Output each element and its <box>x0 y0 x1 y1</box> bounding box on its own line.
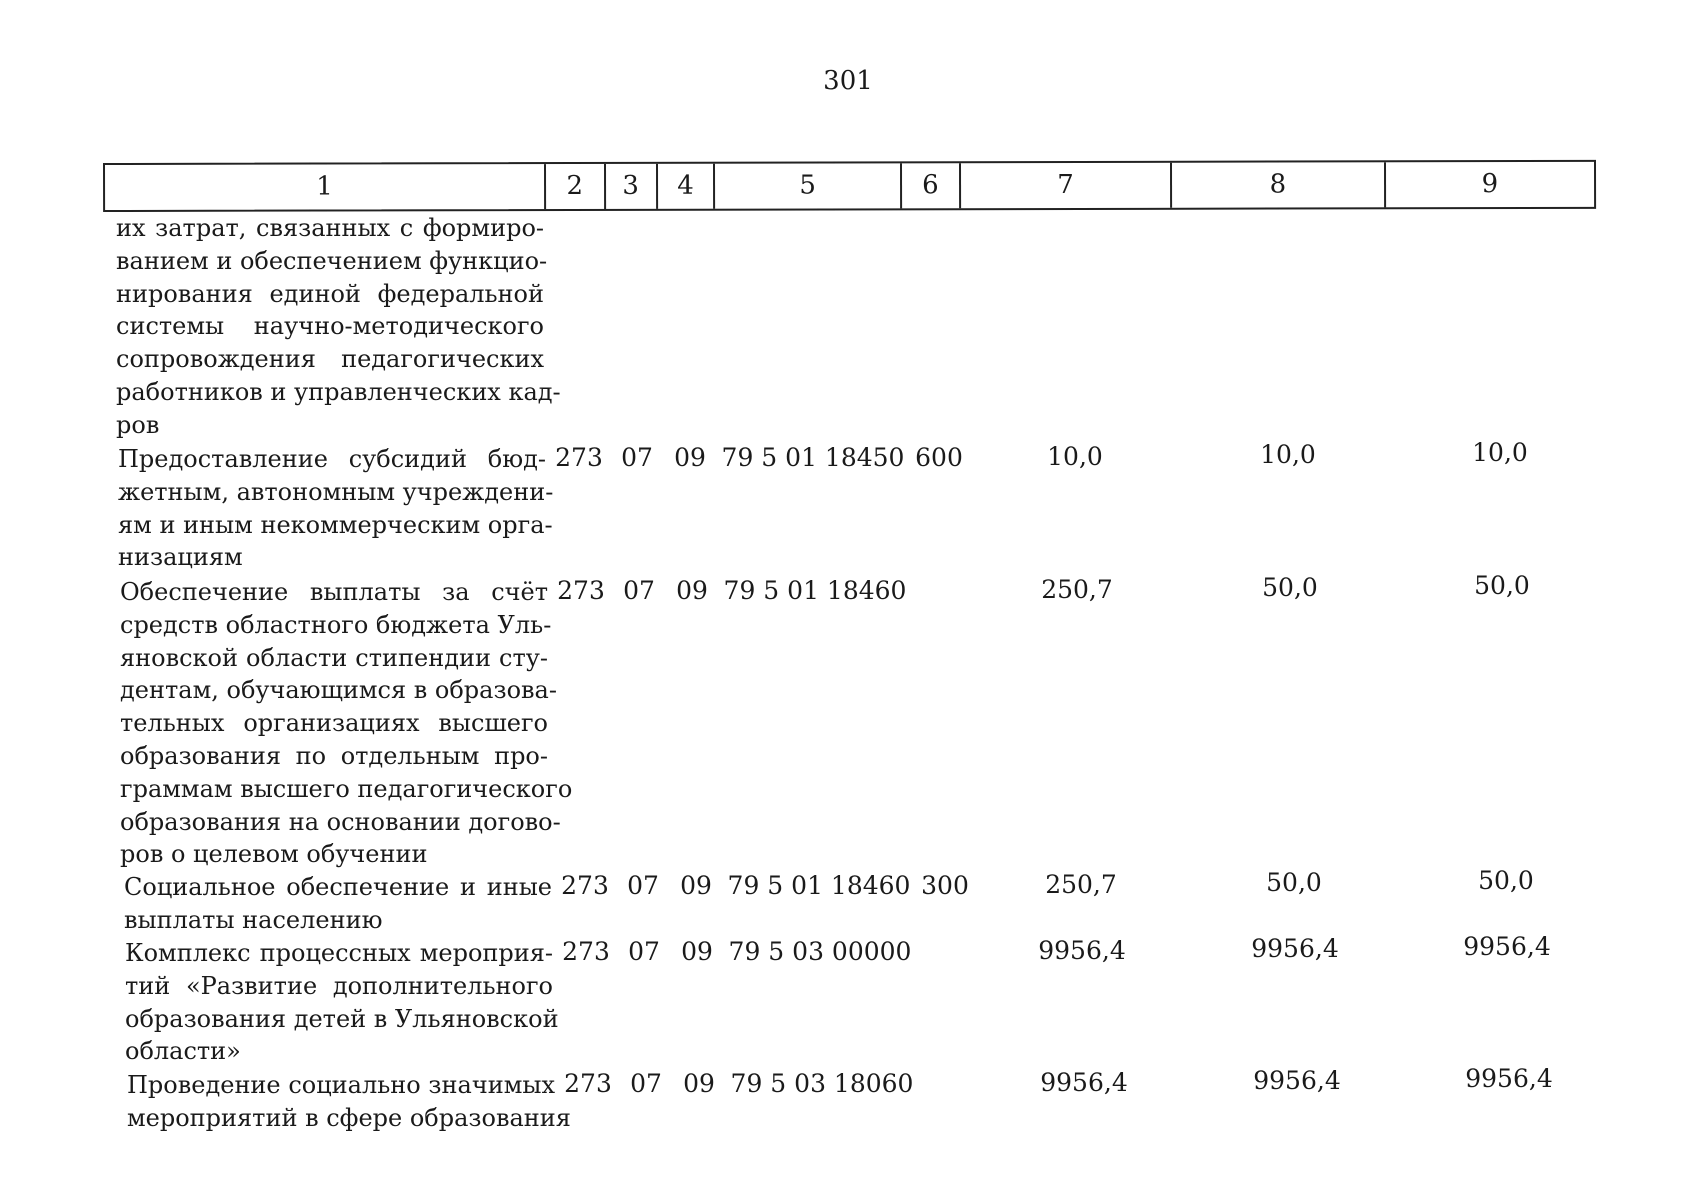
header-col-1: 1 <box>105 164 546 210</box>
admin-code: 273 <box>555 443 603 472</box>
amount-col-9: 50,0 <box>1474 571 1530 600</box>
section-code: 07 <box>628 937 660 966</box>
subsection-code: 09 <box>681 937 713 966</box>
description-line: ров <box>116 410 160 439</box>
description-line: сопровождения педагогических <box>116 345 544 374</box>
target-code: 79 5 03 00000 <box>728 937 912 966</box>
amount-col-7: 250,7 <box>1041 575 1113 604</box>
description-line: яновской области стипендии сту- <box>120 643 548 672</box>
section-code: 07 <box>627 871 659 900</box>
target-code: 79 5 03 18060 <box>730 1069 914 1098</box>
admin-code: 273 <box>561 871 609 900</box>
description-line: низациям <box>118 543 243 572</box>
description-line: нирования единой федеральной <box>116 279 544 308</box>
amount-col-9: 9956,4 <box>1465 1064 1553 1093</box>
admin-code: 273 <box>564 1069 612 1098</box>
subsection-code: 09 <box>676 576 708 605</box>
header-col-9: 9 <box>1481 169 1499 200</box>
description-line: дентам, обучающимся в образова- <box>120 676 557 705</box>
description-line: области» <box>125 1037 241 1066</box>
target-code: 79 5 01 18450 <box>721 443 905 472</box>
header-col-6: 6 <box>902 163 961 208</box>
row-description <box>118 443 554 574</box>
section-code: 07 <box>630 1069 662 1098</box>
section-code: 07 <box>621 443 653 472</box>
row-description <box>120 576 573 871</box>
amount-col-7: 9956,4 <box>1038 936 1126 965</box>
expense-type: 600 <box>915 443 963 472</box>
description-line: их затрат, связанных с формиро- <box>116 214 544 242</box>
page-number: 301 <box>823 66 873 96</box>
amount-col-9: 50,0 <box>1478 866 1534 895</box>
description-line: образования на основании догово- <box>120 807 561 836</box>
header-col-8: 8 <box>1172 162 1386 207</box>
amount-col-8: 9956,4 <box>1251 934 1339 963</box>
description-line: жетным, автономным учреждени- <box>118 477 554 506</box>
description-line: выплаты населению <box>124 905 383 934</box>
description-line: Комплекс процессных мероприя- <box>125 939 553 967</box>
description-line: ванием и обеспечением функцио- <box>116 246 548 275</box>
target-code: 79 5 01 18460 <box>727 871 911 900</box>
description-line: системы научно-методического <box>116 312 544 341</box>
amount-col-8: 10,0 <box>1260 440 1316 469</box>
subsection-code: 09 <box>674 443 706 472</box>
amount-col-8: 50,0 <box>1266 868 1322 897</box>
description-line: образования детей в Ульяновской <box>125 1004 559 1033</box>
description-line: ров о целевом обучении <box>120 840 428 869</box>
header-col-2: 2 <box>546 164 606 209</box>
amount-col-7: 10,0 <box>1047 442 1103 471</box>
description-line: тельных организациях высшего <box>120 709 548 738</box>
description-line: Социальное обеспечение и иные <box>124 873 552 901</box>
description-line: образования по отдельным про- <box>120 741 548 770</box>
subsection-code: 09 <box>683 1069 715 1098</box>
amount-col-9: 10,0 <box>1472 438 1528 467</box>
description-line: Обеспечение выплаты за счёт <box>120 578 548 606</box>
header-col-7: 7 <box>961 163 1173 208</box>
header-col-4: 4 <box>658 164 716 209</box>
amount-col-7: 250,7 <box>1045 870 1117 899</box>
description-line: Предоставление субсидий бюд- <box>118 445 546 473</box>
header-col-3: 3 <box>606 164 658 209</box>
amount-col-8: 50,0 <box>1262 573 1318 602</box>
description-line: граммам высшего педагогического <box>120 774 573 803</box>
amount-col-9: 9956,4 <box>1463 932 1551 961</box>
description-line: мероприятий в сфере образования <box>127 1103 571 1132</box>
target-code: 79 5 01 18460 <box>723 576 907 605</box>
amount-col-8: 9956,4 <box>1253 1066 1341 1095</box>
header-col-5: 5 <box>715 163 902 208</box>
row-description <box>127 1069 571 1135</box>
description-line: Проведение социально значимых <box>127 1071 555 1099</box>
expense-type: 300 <box>921 871 969 900</box>
row-description <box>125 937 559 1068</box>
description-line: средств областного бюджета Уль- <box>120 610 552 639</box>
row-description <box>116 212 561 442</box>
description-line: ям и иным некоммерческим орга- <box>118 510 553 539</box>
subsection-code: 09 <box>680 871 712 900</box>
amount-col-7: 9956,4 <box>1040 1068 1128 1097</box>
section-code: 07 <box>623 576 655 605</box>
row-description <box>124 871 552 937</box>
description-line: тий «Развитие дополнительного <box>125 971 553 1000</box>
description-line: работников и управленческих кад- <box>116 377 561 406</box>
admin-code: 273 <box>557 576 605 605</box>
admin-code: 273 <box>562 937 610 966</box>
